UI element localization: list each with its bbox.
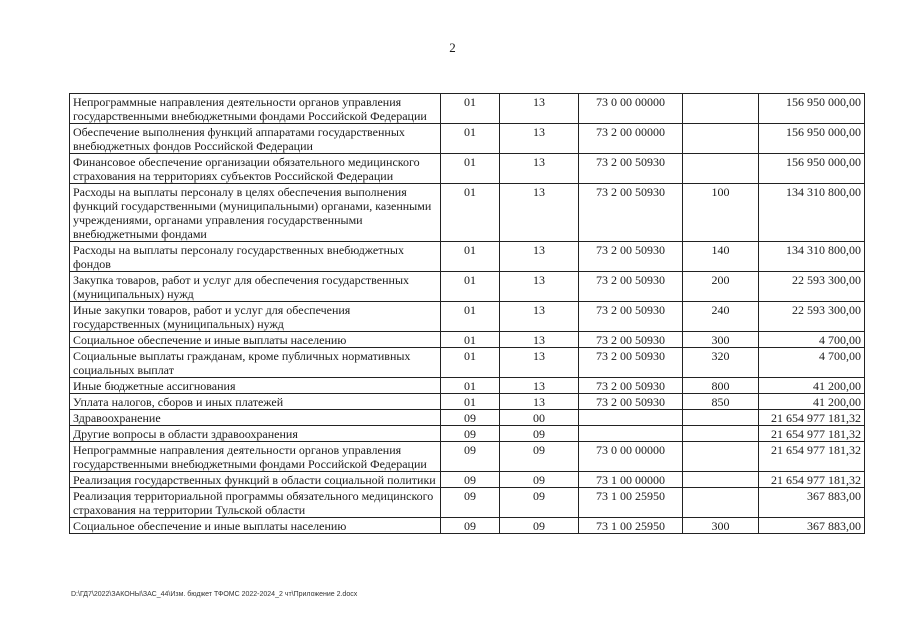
row-target-article: 73 2 00 50930	[579, 332, 683, 348]
row-section-code: 09	[441, 442, 500, 472]
row-subsection-code: 09	[500, 518, 579, 534]
row-subsection-code: 13	[500, 242, 579, 272]
row-expense-type: 850	[683, 394, 759, 410]
budget-table	[69, 93, 865, 534]
row-expense-type	[683, 442, 759, 472]
row-amount: 156 950 000,00	[759, 94, 865, 124]
row-section-code: 01	[441, 348, 500, 378]
row-section-code: 01	[441, 332, 500, 348]
row-amount: 41 200,00	[759, 378, 865, 394]
row-subsection-code: 13	[500, 184, 579, 242]
row-subsection-code: 09	[500, 426, 579, 442]
row-target-article: 73 1 00 25950	[579, 488, 683, 518]
row-amount: 134 310 800,00	[759, 184, 865, 242]
row-subsection-code: 13	[500, 394, 579, 410]
row-name: Социальное обеспечение и иные выплаты населению	[70, 332, 441, 348]
table-row	[70, 426, 865, 442]
row-amount: 41 200,00	[759, 394, 865, 410]
document-path: D:\ГД7\2022\ЗАКОНЫ\ЗАС_44\Изм. бюджет ТФОМС 2022-2024_2 чт\Приложение 2.docx	[71, 591, 358, 598]
row-name: Реализация территориальной программы обязательного медицинского страхования на территории Тульской области	[70, 488, 441, 518]
table-row	[70, 242, 865, 272]
row-name: Социальные выплаты гражданам, кроме публичных нормативных социальных выплат	[70, 348, 441, 378]
row-name: Обеспечение выполнения функций аппаратами государственных внебюджетных фондов Российской Федерации	[70, 124, 441, 154]
table-row	[70, 348, 865, 378]
row-section-code: 09	[441, 426, 500, 442]
row-target-article: 73 0 00 00000	[579, 94, 683, 124]
table-row	[70, 472, 865, 488]
row-name: Непрограммные направления деятельности органов управления государственными внебюджетными фондами Российской Федерации	[70, 94, 441, 124]
row-expense-type	[683, 410, 759, 426]
row-name: Закупка товаров, работ и услуг для обеспечения государственных (муниципальных) нужд	[70, 272, 441, 302]
row-amount: 4 700,00	[759, 332, 865, 348]
table-row	[70, 94, 865, 124]
row-name: Другие вопросы в области здравоохранения	[70, 426, 441, 442]
table-row	[70, 332, 865, 348]
row-section-code: 01	[441, 272, 500, 302]
row-name: Расходы на выплаты персоналу государственных внебюджетных фондов	[70, 242, 441, 272]
row-subsection-code: 00	[500, 410, 579, 426]
row-expense-type: 100	[683, 184, 759, 242]
row-subsection-code: 13	[500, 154, 579, 184]
row-name: Социальное обеспечение и иные выплаты населению	[70, 518, 441, 534]
row-section-code: 01	[441, 378, 500, 394]
row-expense-type	[683, 124, 759, 154]
row-section-code: 01	[441, 94, 500, 124]
row-amount: 21 654 977 181,32	[759, 426, 865, 442]
row-expense-type: 300	[683, 518, 759, 534]
row-target-article	[579, 410, 683, 426]
table-row	[70, 124, 865, 154]
row-name: Иные закупки товаров, работ и услуг для обеспечения государственных (муниципальных) нужд	[70, 302, 441, 332]
row-expense-type: 320	[683, 348, 759, 378]
row-expense-type	[683, 426, 759, 442]
row-amount: 4 700,00	[759, 348, 865, 378]
row-subsection-code: 13	[500, 348, 579, 378]
row-amount: 134 310 800,00	[759, 242, 865, 272]
row-expense-type	[683, 488, 759, 518]
row-amount: 367 883,00	[759, 488, 865, 518]
row-subsection-code: 09	[500, 488, 579, 518]
row-target-article: 73 2 00 50930	[579, 184, 683, 242]
row-expense-type: 140	[683, 242, 759, 272]
row-target-article: 73 2 00 50930	[579, 378, 683, 394]
row-section-code: 01	[441, 302, 500, 332]
row-name: Иные бюджетные ассигнования	[70, 378, 441, 394]
table-row	[70, 184, 865, 242]
row-subsection-code: 09	[500, 472, 579, 488]
table-row	[70, 394, 865, 410]
row-expense-type	[683, 472, 759, 488]
row-section-code: 01	[441, 154, 500, 184]
row-expense-type: 300	[683, 332, 759, 348]
row-target-article: 73 2 00 50930	[579, 242, 683, 272]
row-amount: 21 654 977 181,32	[759, 442, 865, 472]
row-expense-type: 800	[683, 378, 759, 394]
table-row	[70, 378, 865, 394]
row-amount: 21 654 977 181,32	[759, 472, 865, 488]
row-name: Уплата налогов, сборов и иных платежей	[70, 394, 441, 410]
row-amount: 156 950 000,00	[759, 154, 865, 184]
row-expense-type	[683, 154, 759, 184]
table-row	[70, 410, 865, 426]
row-target-article: 73 2 00 50930	[579, 302, 683, 332]
row-amount: 22 593 300,00	[759, 272, 865, 302]
table-row	[70, 488, 865, 518]
page-number: 2	[449, 40, 456, 55]
row-subsection-code: 09	[500, 442, 579, 472]
row-subsection-code: 13	[500, 378, 579, 394]
row-name: Реализация государственных функций в области социальной политики	[70, 472, 441, 488]
table-row	[70, 272, 865, 302]
row-name: Расходы на выплаты персоналу в целях обеспечения выполнения функций государственными (муниципальными) органами, казенными учреждениями, органами управления государственными внебюджетными фондами	[70, 184, 441, 242]
row-expense-type	[683, 94, 759, 124]
row-subsection-code: 13	[500, 94, 579, 124]
row-expense-type: 200	[683, 272, 759, 302]
row-section-code: 09	[441, 410, 500, 426]
row-target-article: 73 1 00 25950	[579, 518, 683, 534]
row-target-article: 73 2 00 00000	[579, 124, 683, 154]
row-target-article: 73 2 00 50930	[579, 394, 683, 410]
table-row	[70, 302, 865, 332]
row-amount: 156 950 000,00	[759, 124, 865, 154]
row-target-article: 73 2 00 50930	[579, 154, 683, 184]
table-row	[70, 154, 865, 184]
row-subsection-code: 13	[500, 302, 579, 332]
row-subsection-code: 13	[500, 272, 579, 302]
row-section-code: 09	[441, 488, 500, 518]
row-subsection-code: 13	[500, 332, 579, 348]
row-subsection-code: 13	[500, 124, 579, 154]
row-section-code: 09	[441, 472, 500, 488]
row-amount: 22 593 300,00	[759, 302, 865, 332]
row-name: Здравоохранение	[70, 410, 441, 426]
row-section-code: 09	[441, 518, 500, 534]
row-amount: 367 883,00	[759, 518, 865, 534]
row-name: Непрограммные направления деятельности органов управления государственными внебюджетными фондами Российской Федерации	[70, 442, 441, 472]
table-row	[70, 518, 865, 534]
row-amount: 21 654 977 181,32	[759, 410, 865, 426]
row-target-article: 73 2 00 50930	[579, 272, 683, 302]
row-section-code: 01	[441, 242, 500, 272]
row-name: Финансовое обеспечение организации обязательного медицинского страхования на территориях субъектов Российской Федерации	[70, 154, 441, 184]
row-section-code: 01	[441, 184, 500, 242]
row-target-article	[579, 426, 683, 442]
row-target-article: 73 2 00 50930	[579, 348, 683, 378]
row-section-code: 01	[441, 394, 500, 410]
table-row	[70, 442, 865, 472]
row-target-article: 73 1 00 00000	[579, 472, 683, 488]
row-section-code: 01	[441, 124, 500, 154]
row-target-article: 73 0 00 00000	[579, 442, 683, 472]
row-expense-type: 240	[683, 302, 759, 332]
